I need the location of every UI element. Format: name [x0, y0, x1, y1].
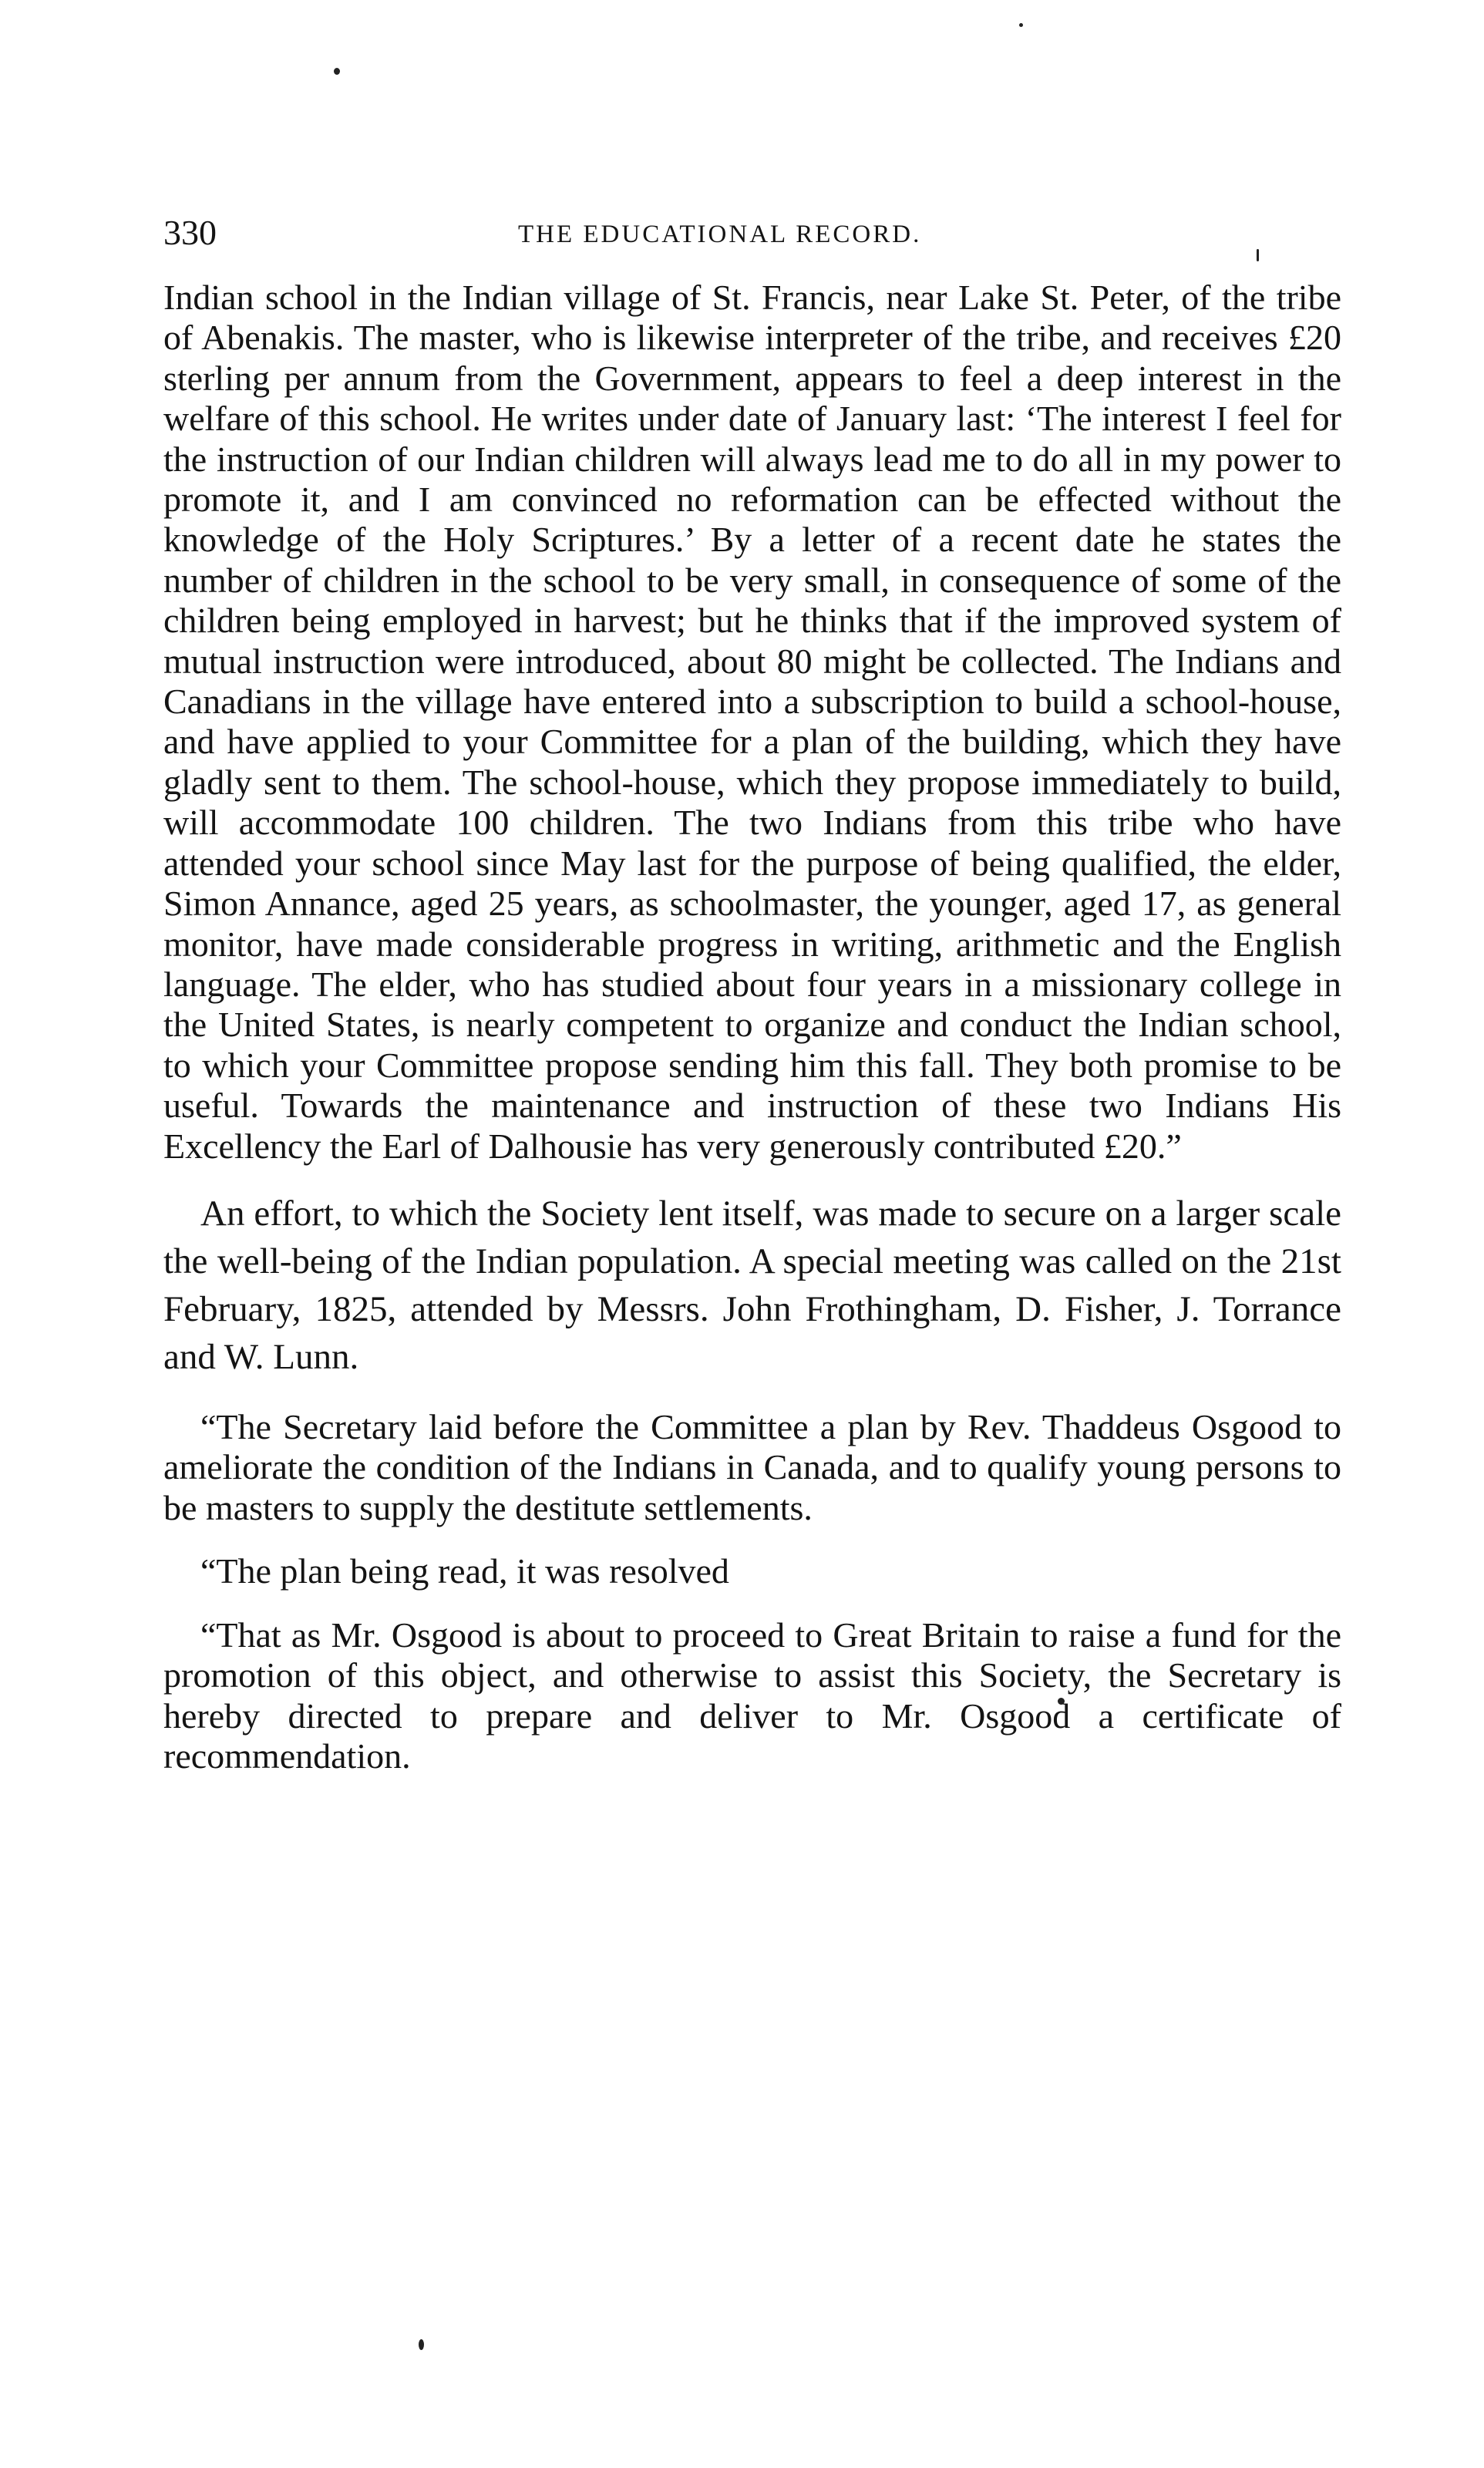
running-header	[163, 210, 1354, 256]
scan-speck	[334, 68, 340, 75]
journal-title: THE EDUCATIONAL RECORD.	[518, 221, 922, 248]
paragraph-special-meeting: An effort, to which the Society lent itself, was made to secure on a larger scale the well-being of the Indian population. A special meeting was called on the 21st February, 1825, attended by Messrs. John Frothingham, D. Fisher, J. Torrance and W. Lunn.	[163, 1193, 1341, 1377]
text-column	[163, 278, 1341, 1777]
paragraph-resolution: “That as Mr. Osgood is about to proceed to Great Britain to raise a fund for the promotion of this object, and otherwise to assist this Society, the Secretary is hereby directed to prepare and deliver to Mr. Osgood a certificate of recommendation.	[163, 1614, 1341, 1776]
paragraph-osgood-plan: “The Secretary laid before the Committee a plan by Rev. Thaddeus Osgood to ameliorate the condition of the Indians in Canada, and to qualify young persons to be masters to supply the destitute settlements.	[163, 1406, 1341, 1527]
paragraph-abenakis-report: Indian school in the Indian village of St. Francis, near Lake St. Peter, of the tribe of Abenakis. The master, who is likewise interpreter of the tribe, and receives £20 sterling per annum from the Government, appears to feel a deep interest in the welfare of this school. He writes under date of January last: ‘The interest I feel for the instruction of our Indian children will always lead me to do all in my power to promote it, and I am convinced no reformation can be effected without the knowledge of the Holy Scriptures.’ By a letter of a recent date he states the number of children in the school to be very small, in consequence of some of the children being employed in harvest; but he thinks that if the improved system of mutual instruction were introduced, about 80 might be collected. The Indians and Canadians in the village have entered into a subscription to build a school-house, and have applied to your Committee for a plan of the building, which they have gladly sent to them. The school-house, which they propose immediately to build, will accommodate 100 children. The two Indians from this tribe who have attended your school since May last for the purpose of being qualified, the elder, Simon Annance, aged 25 years, as schoolmaster, the younger, aged 17, as general monitor, have made considerable progress in writing, arithmetic and the English language. The elder, who has studied about four years in a missionary college in the United States, is nearly competent to organize and conduct the Indian school, to which your Committee propose sending him this fall. They both promise to be useful. Towards the maintenance and instruction of these two Indians His Excellency the Earl of Dalhousie has very generously contributed £20.”	[163, 278, 1341, 1166]
scan-speck	[1019, 23, 1023, 27]
scan-speck	[419, 2339, 424, 2350]
paragraph-plan-read: “The plan being read, it was resolved	[200, 1551, 729, 1591]
page-number: 330	[163, 213, 217, 252]
